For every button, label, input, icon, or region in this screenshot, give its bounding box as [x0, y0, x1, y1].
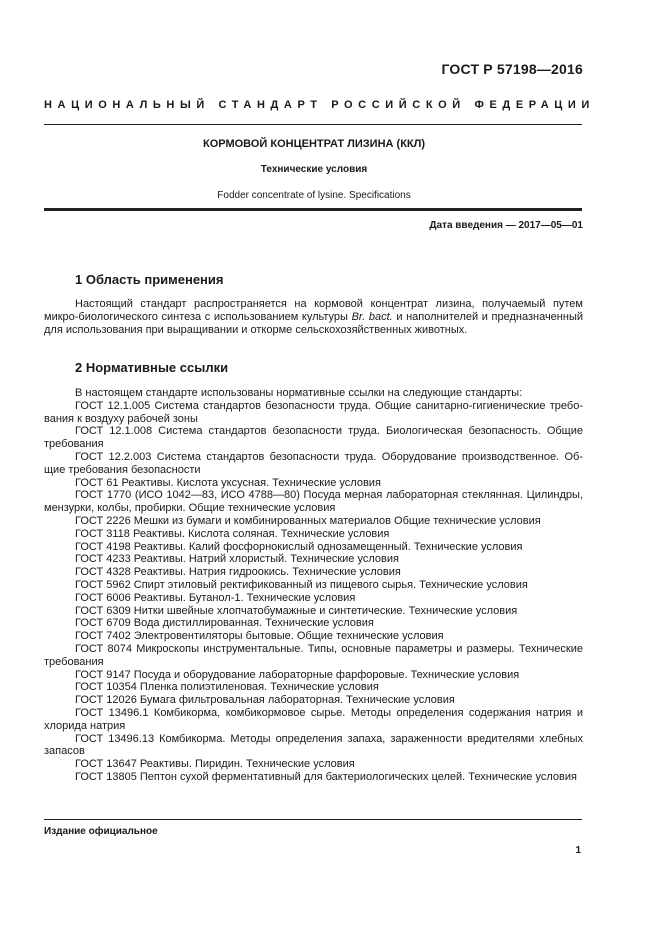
reference-item: ГОСТ 1770 (ИСО 1042—83, ИСО 4788—80) Посуда мерная лабораторная стеклянная. Цилиндры, мензурки, колбы, пробирки. Общие технические условия: [44, 489, 583, 515]
reference-item: ГОСТ 7402 Электровентиляторы бытовые. Общие технические условия: [75, 630, 444, 643]
reference-item: ГОСТ 6709 Вода дистиллированная. Технические условия: [75, 617, 374, 630]
references-intro: В настоящем стандарте использованы нормативные ссылки на следующие стандарты:: [75, 387, 523, 399]
reference-item: ГОСТ 8074 Микроскопы инструментальные. Типы, основные параметры и размеры. Технические требования: [44, 642, 583, 668]
reference-item: ГОСТ 13805 Пептон сухой ферментативный для бактериологических целей. Технические условия: [75, 770, 577, 783]
footer-divider: [44, 819, 582, 820]
page-number: 1: [575, 845, 581, 856]
reference-item: ГОСТ 5962 Спирт этиловый ректификованный из пищевого сырья. Технические условия: [75, 578, 528, 591]
english-title: Fodder concentrate of lysine. Specifications: [217, 190, 411, 201]
reference-item: ГОСТ 4328 Реактивы. Натрия гидроокись. Технические условия: [75, 566, 401, 579]
gost-number: ГОСТ Р 57198—2016: [441, 61, 583, 77]
reference-item: ГОСТ 61 Реактивы. Кислота уксусная. Технические условия: [75, 476, 381, 489]
reference-item: ГОСТ 2226 Мешки из бумаги и комбинированных материалов Общие технические условия: [75, 514, 541, 527]
reference-item: ГОСТ 13647 Реактивы. Пиридин. Технические условия: [75, 758, 355, 771]
reference-item: ГОСТ 13496.1 Комбикорма, комбикормовое сырье. Методы определения содержания натрия и хлорида натрия: [44, 706, 583, 732]
reference-item: ГОСТ 13496.13 Комбикорма. Методы определения запаха, зараженности вредителями хлебных запасов: [44, 732, 583, 758]
reference-item: ГОСТ 12.1.005 Система стандартов безопасности труда. Общие санитарно-гигиенические требо-вания к воздуху рабочей зоны: [44, 399, 583, 425]
title-divider: [44, 208, 582, 211]
reference-item: ГОСТ 10354 Пленка полиэтиленовая. Технические условия: [75, 681, 379, 694]
section-1-culture-name: Br. bact.: [351, 310, 393, 323]
reference-item: ГОСТ 12026 Бумага фильтровальная лабораторная. Технические условия: [75, 694, 455, 707]
reference-item: ГОСТ 4233 Реактивы. Натрий хлористый. Технические условия: [75, 553, 399, 566]
references-list: [44, 387, 583, 784]
section-1-heading: 1 Область применения: [75, 272, 224, 287]
reference-item: ГОСТ 9147 Посуда и оборудование лабораторные фарфоровые. Технические условия: [75, 668, 520, 681]
introduction-date: Дата введения — 2017—05—01: [429, 220, 583, 231]
reference-item: ГОСТ 3118 Реактивы. Кислота соляная. Технические условия: [75, 527, 390, 540]
document-title: КОРМОВОЙ КОНЦЕНТРАТ ЛИЗИНА (ККЛ): [203, 138, 425, 150]
reference-item: ГОСТ 12.2.003 Система стандартов безопасности труда. Оборудование производственное. Об-щие требования безопасности: [44, 450, 583, 476]
reference-item: ГОСТ 12.1.008 Система стандартов безопасности труда. Биологическая безопасность. Общие требования: [44, 425, 583, 451]
national-standard-banner: НАЦИОНАЛЬНЫЙ СТАНДАРТ РОССИЙСКОЙ ФЕДЕРАЦИИ: [44, 99, 595, 111]
section-1-text-a: Настоящий стандарт распространяется на кормовой концентрат лизина, получаемый путем микро-биологического синтеза с использованием культуры: [44, 298, 583, 323]
section-1-text-b: и наполнителей и предназначенный для использования при выращивании и откорме сельскохозяйственных животных.: [44, 310, 583, 336]
section-1-paragraph: [44, 298, 583, 336]
document-subtitle: Технические условия: [260, 164, 368, 175]
reference-item: ГОСТ 4198 Реактивы. Калий фосфорнокислый однозамещенный. Технические условия: [75, 540, 523, 553]
reference-item: ГОСТ 6309 Нитки швейные хлопчатобумажные и синтетические. Технические условия: [75, 604, 518, 617]
section-2-heading: 2 Нормативные ссылки: [75, 360, 229, 375]
official-edition-label: Издание официальное: [44, 826, 158, 837]
header-divider: [44, 124, 582, 125]
reference-item: ГОСТ 6006 Реактивы. Бутанол-1. Технические условия: [75, 591, 356, 604]
